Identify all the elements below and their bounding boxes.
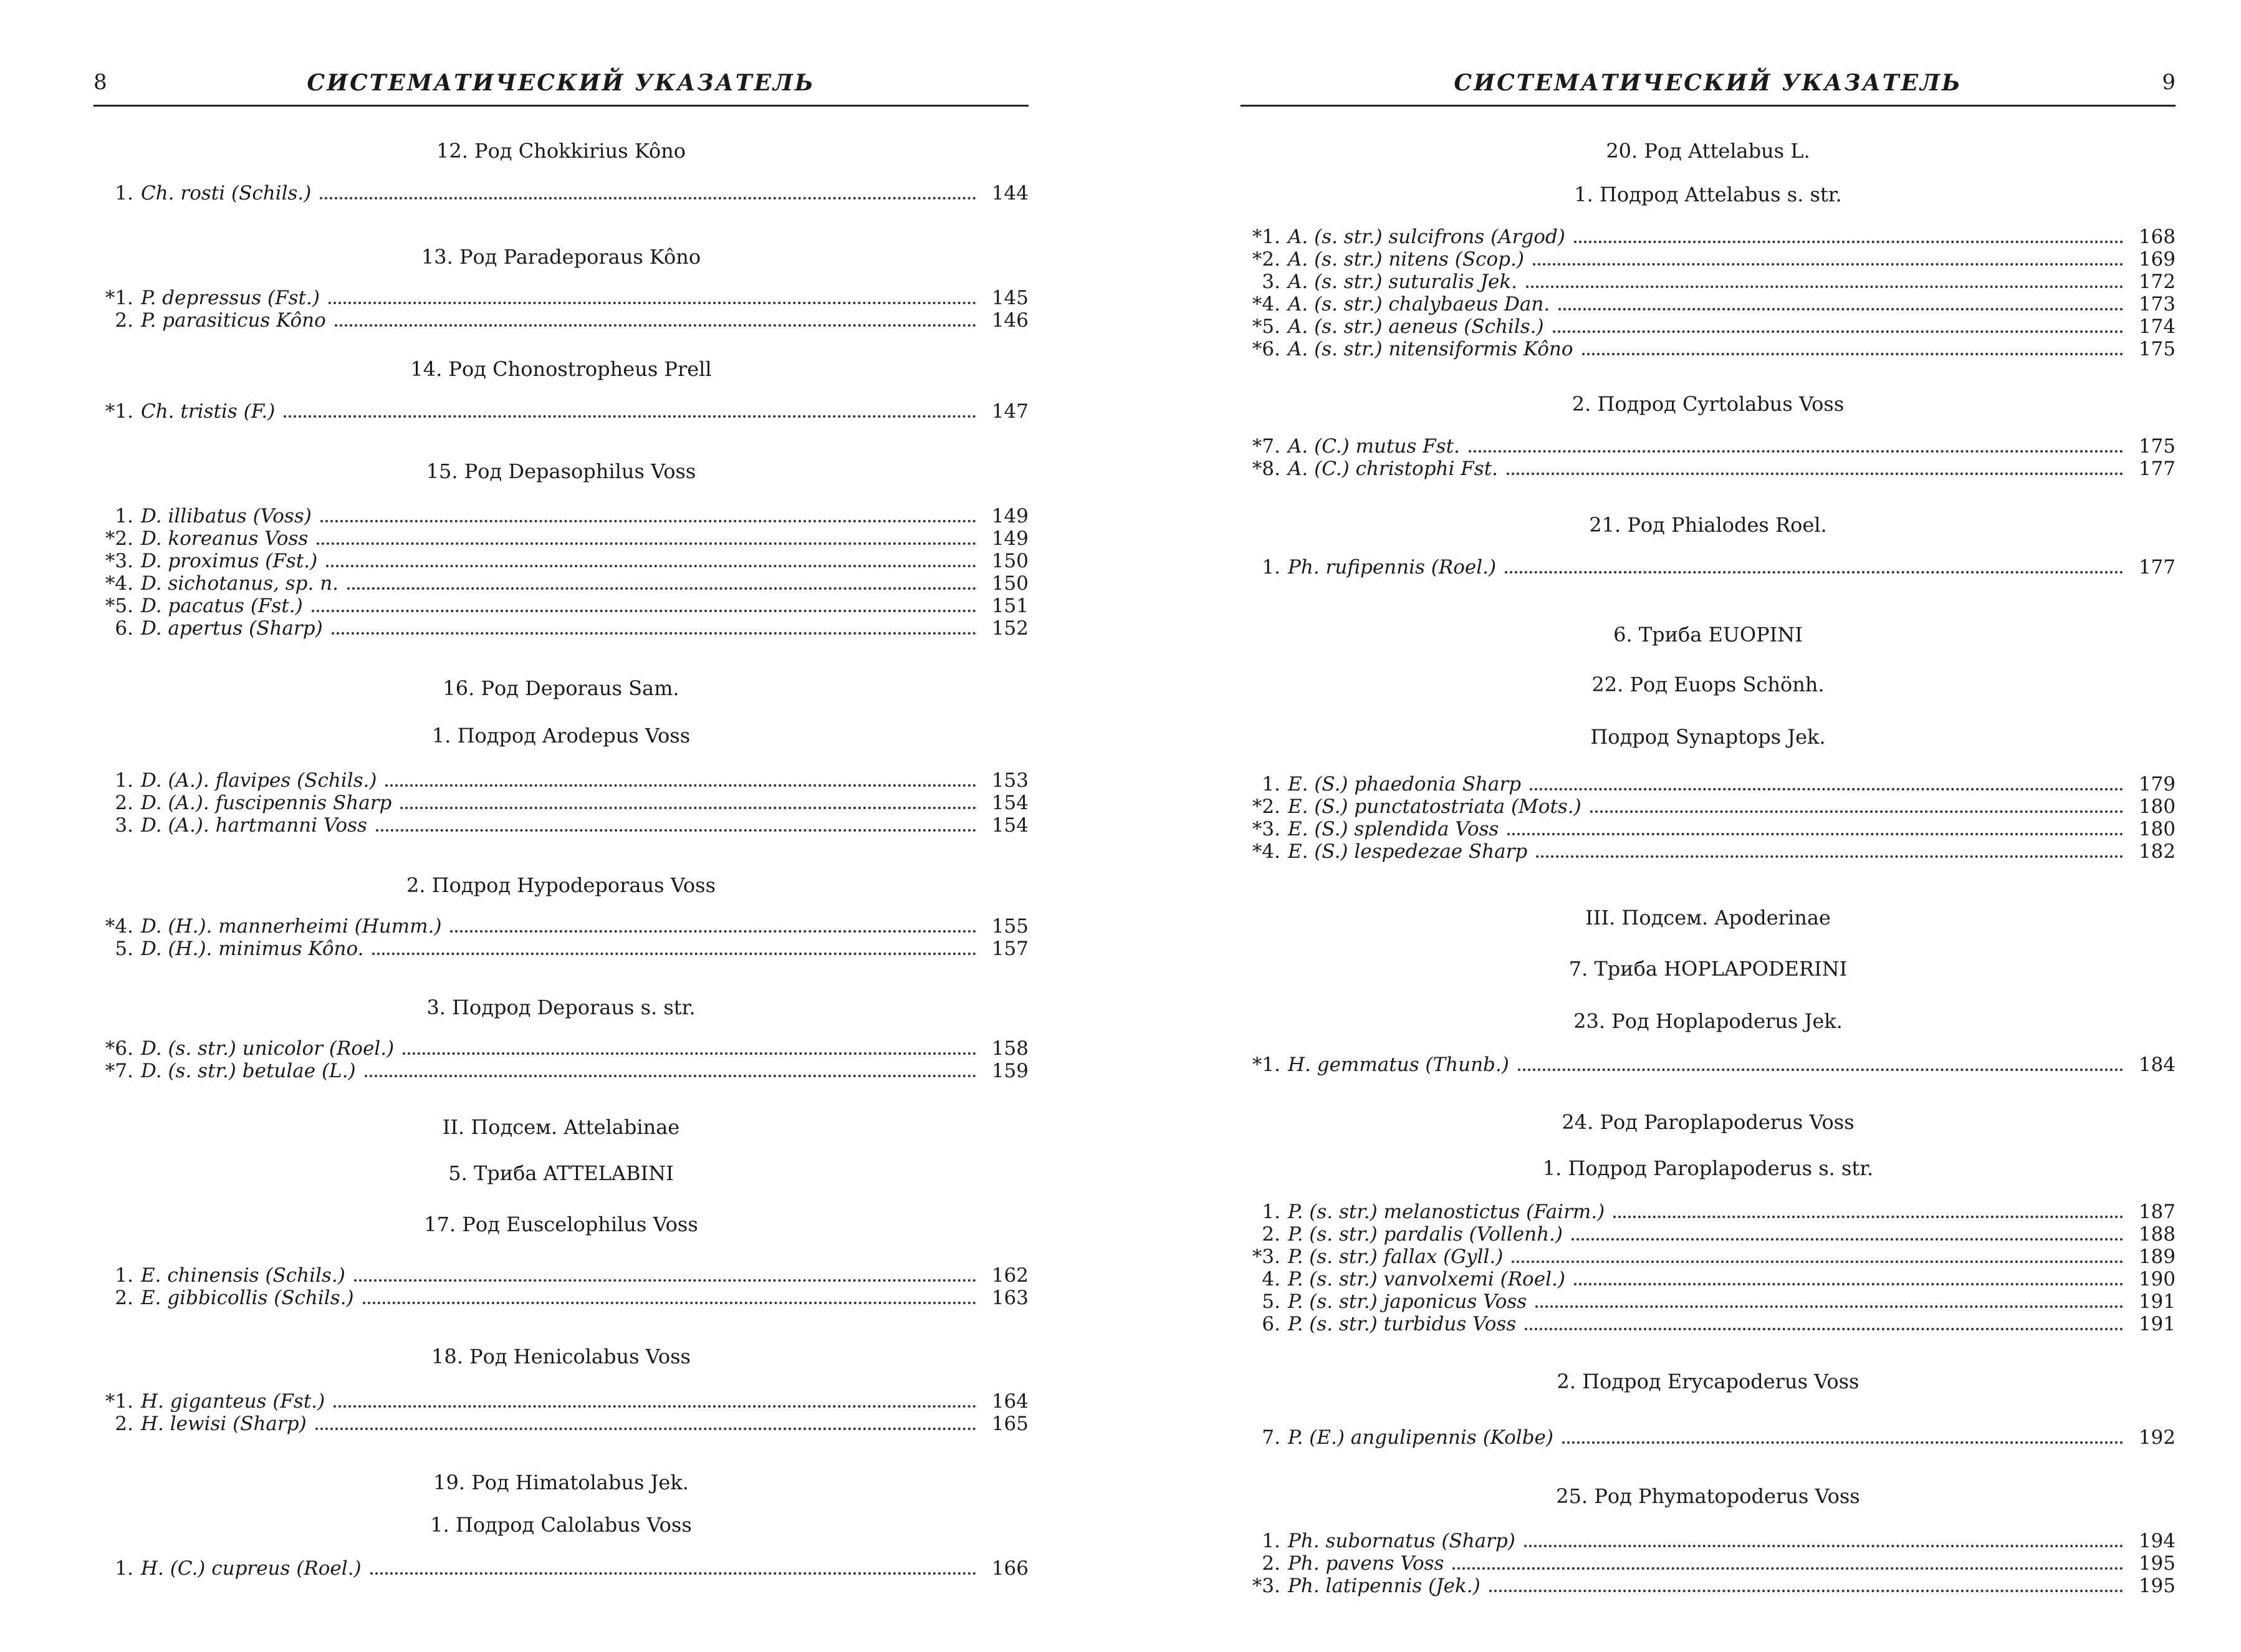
index-entry	[1240, 1552, 2176, 1575]
dot-leader	[354, 1265, 976, 1282]
page-reference: 169	[2138, 248, 2176, 271]
page-reference: 150	[991, 572, 1029, 595]
entry-number: *4.	[1252, 293, 1280, 315]
running-title: СИСТЕМАТИЧЕСКИЙ УКАЗАТЕЛЬ	[307, 70, 815, 96]
dot-leader	[1469, 436, 2123, 453]
dot-leader	[1558, 294, 2123, 310]
section-heading: 5. Триба ATTELABINI	[448, 1161, 674, 1185]
page-reference: 180	[2138, 818, 2176, 840]
index-entry	[94, 287, 1029, 309]
taxon-name: D. (s. str.) unicolor (Roel.)	[141, 1037, 395, 1060]
section-heading: 22. Род Euops Schönh.	[1591, 673, 1825, 696]
dot-leader	[400, 793, 976, 809]
taxon-name: H. (C.) cupreus (Roel.)	[141, 1557, 362, 1580]
page-reference: 188	[2138, 1223, 2176, 1246]
index-entry	[1240, 248, 2176, 271]
entry-number: *7.	[105, 1060, 133, 1082]
dot-leader	[1533, 249, 2123, 266]
page-header	[1240, 67, 2176, 107]
section-heading: 1. Подрод Calolabus Voss	[430, 1513, 692, 1537]
section-heading: 2. Подрод Erycapoderus Voss	[1557, 1370, 1860, 1393]
taxon-name: D. (H.). mannerheimi (Humm.)	[141, 915, 442, 938]
page-reference: 180	[2138, 795, 2176, 818]
dot-leader	[332, 618, 976, 635]
taxon-name: D. (H.). minimus Kôno.	[141, 938, 364, 960]
index-entry	[94, 769, 1029, 792]
page-reference: 149	[991, 505, 1029, 527]
index-entry	[1240, 1201, 2176, 1223]
taxon-name: D. pacatus (Fst.)	[141, 595, 303, 617]
dot-leader	[1572, 1224, 2123, 1241]
dot-leader	[1562, 1428, 2123, 1444]
section-heading: 20. Род Attelabus L.	[1606, 139, 1810, 163]
taxon-name: P. (s. str.) turbidus Voss	[1288, 1313, 1517, 1335]
taxon-name: P. (s. str.) pardalis (Vollenh.)	[1288, 1223, 1563, 1246]
entry-number: 6.	[1262, 1313, 1280, 1335]
taxon-name: Ph. pavens Voss	[1288, 1552, 1444, 1575]
index-entry	[94, 915, 1029, 938]
page-reference: 175	[2138, 435, 2176, 458]
dot-leader	[1535, 1292, 2123, 1308]
entry-number: 1.	[115, 182, 133, 204]
page-reference: 177	[2138, 458, 2176, 480]
entry-number: 2.	[115, 792, 133, 814]
page-reference: 187	[2138, 1201, 2176, 1223]
page-reference: 164	[991, 1390, 1029, 1413]
entry-number: *4.	[1252, 840, 1280, 863]
dot-leader	[326, 551, 976, 567]
taxon-name: H. lewisi (Sharp)	[141, 1413, 307, 1435]
dot-leader	[335, 310, 976, 327]
entry-number: 1.	[1262, 1530, 1280, 1552]
index-entry	[1240, 458, 2176, 480]
entry-number: 1.	[115, 769, 133, 792]
dot-leader	[320, 183, 976, 199]
entry-number: 7.	[1262, 1426, 1280, 1449]
section-heading: 3. Подрод Deporaus s. str.	[426, 996, 696, 1019]
dot-leader	[1613, 1202, 2123, 1218]
index-entry	[94, 505, 1029, 527]
index-entry	[1240, 226, 2176, 248]
taxon-name: P. (s. str.) fallax (Gyll.)	[1288, 1246, 1504, 1268]
index-entry	[1240, 338, 2176, 360]
index-entry	[1240, 818, 2176, 840]
taxon-name: D. koreanus Voss	[141, 527, 309, 550]
section-heading: 1. Подрод Arodepus Voss	[431, 724, 691, 747]
taxon-name: E. (S.) splendida Voss	[1288, 818, 1499, 840]
index-entry	[1240, 556, 2176, 579]
taxon-name: P. parasiticus Kôno	[141, 309, 326, 332]
dot-leader	[1574, 227, 2123, 243]
index-entry	[1240, 315, 2176, 338]
entry-number: 1.	[115, 505, 133, 527]
page-reference: 146	[991, 309, 1029, 332]
page-reference: 152	[991, 617, 1029, 640]
page-reference: 179	[2138, 773, 2176, 795]
index-column	[94, 138, 1029, 1580]
index-entry	[94, 1413, 1029, 1435]
taxon-name: A. (C.) mutus Fst.	[1288, 435, 1460, 458]
page-reference: 150	[991, 550, 1029, 572]
dot-leader	[1582, 339, 2123, 355]
page-reference: 189	[2138, 1246, 2176, 1268]
entry-number: 1.	[1262, 1201, 1280, 1223]
entry-number: *3.	[1252, 1575, 1280, 1597]
taxon-name: Ch. tristis (F.)	[141, 400, 276, 423]
dot-leader	[1512, 1247, 2123, 1263]
taxon-name: P. depressus (Fst.)	[141, 287, 320, 309]
entry-number: *5.	[105, 595, 133, 617]
page-reference: 168	[2138, 226, 2176, 248]
section-heading: Подрод Synaptops Jek.	[1590, 725, 1826, 749]
index-entry	[94, 572, 1029, 595]
taxon-name: H. gemmatus (Thunb.)	[1288, 1054, 1509, 1076]
section-heading: 2. Подрод Hypodeporaus Voss	[406, 873, 716, 897]
section-heading: 12. Род Chokkirius Kôno	[436, 139, 686, 163]
dot-leader	[1536, 842, 2123, 858]
index-entry	[1240, 773, 2176, 795]
entry-number: 6.	[115, 617, 133, 640]
dot-leader	[1524, 1531, 2123, 1547]
index-entry	[94, 1390, 1029, 1413]
dot-leader	[372, 939, 976, 955]
page-reference: 166	[991, 1557, 1029, 1580]
index-entry	[94, 1557, 1029, 1580]
dot-leader	[1505, 557, 2123, 574]
page-reference: 163	[991, 1287, 1029, 1309]
dot-leader	[320, 506, 976, 522]
taxon-name: P. (s. str.) japonicus Voss	[1288, 1290, 1527, 1313]
index-entry	[94, 527, 1029, 550]
page-reference: 162	[991, 1264, 1029, 1287]
index-entry	[94, 938, 1029, 960]
section-heading: 25. Род Phymatopoderus Voss	[1556, 1484, 1860, 1508]
section-heading: 1. Подрод Paroplapoderus s. str.	[1542, 1156, 1874, 1180]
entry-number: *1.	[1252, 1054, 1280, 1076]
dot-leader	[403, 1039, 976, 1055]
page-reference: 153	[991, 769, 1029, 792]
index-entry	[1240, 293, 2176, 315]
section-heading: 21. Род Phialodes Roel.	[1589, 513, 1827, 537]
page-reference: 147	[991, 400, 1029, 423]
dot-leader	[1526, 272, 2123, 288]
entry-number: 1.	[115, 1264, 133, 1287]
taxon-name: Ch. rosti (Schils.)	[141, 182, 312, 204]
page-reference: 192	[2138, 1426, 2176, 1449]
index-entry	[94, 550, 1029, 572]
index-entry	[1240, 840, 2176, 863]
index-entry	[1240, 1223, 2176, 1246]
taxon-name: Ph. latipennis (Jek.)	[1288, 1575, 1480, 1597]
taxon-name: P. (s. str.) melanostictus (Fairm.)	[1288, 1201, 1605, 1223]
left-page	[94, 0, 1029, 1652]
section-heading: 7. Триба HOPLAPODERINI	[1568, 957, 1848, 981]
entry-number: 1.	[115, 1557, 133, 1580]
entry-number: *4.	[105, 915, 133, 938]
section-heading: III. Подсем. Apoderinae	[1585, 906, 1831, 929]
dot-leader	[1590, 797, 2123, 813]
section-heading: 24. Род Paroplapoderus Voss	[1562, 1110, 1855, 1134]
page-reference: 191	[2138, 1313, 2176, 1335]
page-reference: 154	[991, 814, 1029, 837]
entry-number: *7.	[1252, 435, 1280, 458]
section-heading: II. Подсем. Attelabinae	[442, 1115, 680, 1139]
dot-leader	[1525, 1314, 2123, 1330]
index-entry	[1240, 1313, 2176, 1335]
entry-number: *1.	[1252, 226, 1280, 248]
page-reference: 195	[2138, 1552, 2176, 1575]
index-entry	[94, 400, 1029, 423]
taxon-name: D. apertus (Sharp)	[141, 617, 323, 640]
entry-number: *1.	[105, 287, 133, 309]
taxon-name: A. (s. str.) aeneus (Schils.)	[1288, 315, 1544, 338]
taxon-name: E. (S.) punctatostriata (Mots.)	[1288, 795, 1581, 818]
taxon-name: D. (s. str.) betulae (L.)	[141, 1060, 356, 1082]
taxon-name: A. (s. str.) suturalis Jek.	[1288, 271, 1517, 293]
index-entry	[94, 814, 1029, 837]
taxon-name: D. proximus (Fst.)	[141, 550, 318, 572]
index-entry	[1240, 1246, 2176, 1268]
index-entry	[94, 309, 1029, 332]
entry-number: *6.	[1252, 338, 1280, 360]
entry-number: 2.	[115, 1413, 133, 1435]
taxon-name: A. (s. str.) sulcifrons (Argod)	[1288, 226, 1565, 248]
dot-leader	[385, 771, 976, 787]
index-entry	[94, 1287, 1029, 1309]
dot-leader	[1507, 819, 2123, 835]
page-reference: 144	[991, 182, 1029, 204]
page-reference: 149	[991, 527, 1029, 550]
index-entry	[1240, 795, 2176, 818]
entry-number: *8.	[1252, 458, 1280, 480]
running-title: СИСТЕМАТИЧЕСКИЙ УКАЗАТЕЛЬ	[1454, 70, 1962, 96]
dot-leader	[329, 288, 976, 304]
taxon-name: A. (s. str.) nitensiformis Kôno	[1288, 338, 1573, 360]
page-header	[94, 67, 1029, 107]
entry-number: *2.	[1252, 795, 1280, 818]
entry-number: 1.	[1262, 773, 1280, 795]
section-heading: 17. Род Euscelophilus Voss	[424, 1213, 698, 1236]
index-entry	[1240, 435, 2176, 458]
entry-number: *3.	[105, 550, 133, 572]
dot-leader	[312, 596, 976, 612]
index-entry	[1240, 1575, 2176, 1597]
dot-leader	[315, 1414, 976, 1430]
entry-number: 2.	[115, 309, 133, 332]
index-entry	[1240, 1268, 2176, 1290]
dot-leader	[1518, 1055, 2123, 1071]
taxon-name: A. (s. str.) nitens (Scop.)	[1288, 248, 1524, 271]
index-column	[1240, 138, 2176, 1597]
dot-leader	[363, 1288, 976, 1304]
index-entry	[94, 1037, 1029, 1060]
page-reference: 175	[2138, 338, 2176, 360]
dot-leader	[1507, 459, 2123, 475]
dot-leader	[370, 1558, 976, 1575]
index-entry	[1240, 1530, 2176, 1552]
entry-number: *5.	[1252, 315, 1280, 338]
page-reference: 190	[2138, 1268, 2176, 1290]
page-reference: 158	[991, 1037, 1029, 1060]
dot-leader	[1530, 774, 2123, 790]
page-reference: 182	[2138, 840, 2176, 863]
index-entry	[94, 1264, 1029, 1287]
entry-number: *1.	[105, 400, 133, 423]
page-reference: 159	[991, 1060, 1029, 1082]
entry-number: *6.	[105, 1037, 133, 1060]
section-heading: 18. Род Henicolabus Voss	[431, 1345, 691, 1368]
page-reference: 184	[2138, 1054, 2176, 1076]
index-entry	[94, 617, 1029, 640]
section-heading: 6. Триба EUOPINI	[1613, 623, 1803, 646]
dot-leader	[1489, 1576, 2123, 1592]
taxon-name: E. chinensis (Schils.)	[141, 1264, 345, 1287]
dot-leader	[365, 1061, 976, 1077]
taxon-name: D. illibatus (Voss)	[141, 505, 312, 527]
entry-number: 5.	[115, 938, 133, 960]
taxon-name: E. (S.) lespedezae Sharp	[1288, 840, 1528, 863]
page-reference: 195	[2138, 1575, 2176, 1597]
entry-number: *3.	[1252, 818, 1280, 840]
entry-number: 2.	[1262, 1223, 1280, 1246]
page-reference: 174	[2138, 315, 2176, 338]
taxon-name: A. (s. str.) chalybaeus Dan.	[1288, 293, 1550, 315]
section-heading: 13. Род Paradeporaus Kôno	[421, 245, 701, 269]
page-reference: 157	[991, 938, 1029, 960]
page-reference: 154	[991, 792, 1029, 814]
page-reference: 173	[2138, 293, 2176, 315]
dot-leader	[450, 916, 976, 933]
entry-number: 2.	[1262, 1552, 1280, 1575]
index-entry	[94, 182, 1029, 204]
dot-leader	[1574, 1269, 2123, 1285]
entry-number: 5.	[1262, 1290, 1280, 1313]
taxon-name: P. (E.) angulipennis (Kolbe)	[1288, 1426, 1553, 1449]
page-number: 8	[94, 70, 107, 95]
page-reference: 172	[2138, 271, 2176, 293]
page-reference: 194	[2138, 1530, 2176, 1552]
taxon-name: Ph. subornatus (Sharp)	[1288, 1530, 1515, 1552]
dot-leader	[347, 574, 976, 590]
section-heading: 19. Род Himatolabus Jek.	[433, 1471, 689, 1494]
section-heading: 16. Род Deporaus Sam.	[443, 676, 679, 700]
index-entry	[94, 595, 1029, 617]
index-entry	[1240, 1426, 2176, 1449]
taxon-name: Ph. rufipennis (Roel.)	[1288, 556, 1497, 579]
page-number: 9	[2162, 70, 2176, 95]
section-heading: 23. Род Hoplapoderus Jek.	[1573, 1009, 1843, 1033]
taxon-name: H. giganteus (Fst.)	[141, 1390, 325, 1413]
entry-number: 3.	[115, 814, 133, 837]
page-reference: 145	[991, 287, 1029, 309]
entry-number: 3.	[1262, 271, 1280, 293]
index-entry	[1240, 271, 2176, 293]
taxon-name: P. (s. str.) vanvolxemi (Roel.)	[1288, 1268, 1565, 1290]
entry-number: *2.	[1252, 248, 1280, 271]
taxon-name: E. gibbicollis (Schils.)	[141, 1287, 354, 1309]
page-reference: 177	[2138, 556, 2176, 579]
index-entry	[1240, 1054, 2176, 1076]
page-reference: 165	[991, 1413, 1029, 1435]
dot-leader	[317, 529, 976, 545]
section-heading: 1. Подрод Attelabus s. str.	[1574, 183, 1842, 206]
section-heading: 2. Подрод Cyrtolabus Voss	[1572, 392, 1845, 416]
dot-leader	[1452, 1554, 2123, 1570]
index-entry	[1240, 1290, 2176, 1313]
taxon-name: D. (A.). hartmanni Voss	[141, 814, 367, 837]
page-reference: 191	[2138, 1290, 2176, 1313]
entry-number: 4.	[1262, 1268, 1280, 1290]
taxon-name: E. (S.) phaedonia Sharp	[1288, 773, 1522, 795]
page-reference: 151	[991, 595, 1029, 617]
taxon-name: A. (C.) christophi Fst.	[1288, 458, 1499, 480]
entry-number: *3.	[1252, 1246, 1280, 1268]
entry-number: 2.	[115, 1287, 133, 1309]
section-heading: 14. Род Chonostropheus Prell	[410, 357, 712, 381]
dot-leader	[284, 401, 976, 418]
dot-leader	[334, 1391, 976, 1408]
index-entry	[94, 1060, 1029, 1082]
taxon-name: D. (A.). fuscipennis Sharp	[141, 792, 392, 814]
entry-number: 1.	[1262, 556, 1280, 579]
right-page	[1240, 0, 2176, 1652]
dot-leader	[1553, 317, 2123, 333]
page-reference: 155	[991, 915, 1029, 938]
dot-leader	[376, 815, 976, 832]
taxon-name: D. sichotanus, sp. n.	[141, 572, 339, 595]
section-heading: 15. Род Depasophilus Voss	[426, 459, 696, 483]
entry-number: *4.	[105, 572, 133, 595]
entry-number: *2.	[105, 527, 133, 550]
index-entry	[94, 792, 1029, 814]
entry-number: *1.	[105, 1390, 133, 1413]
taxon-name: D. (A.). flavipes (Schils.)	[141, 769, 377, 792]
